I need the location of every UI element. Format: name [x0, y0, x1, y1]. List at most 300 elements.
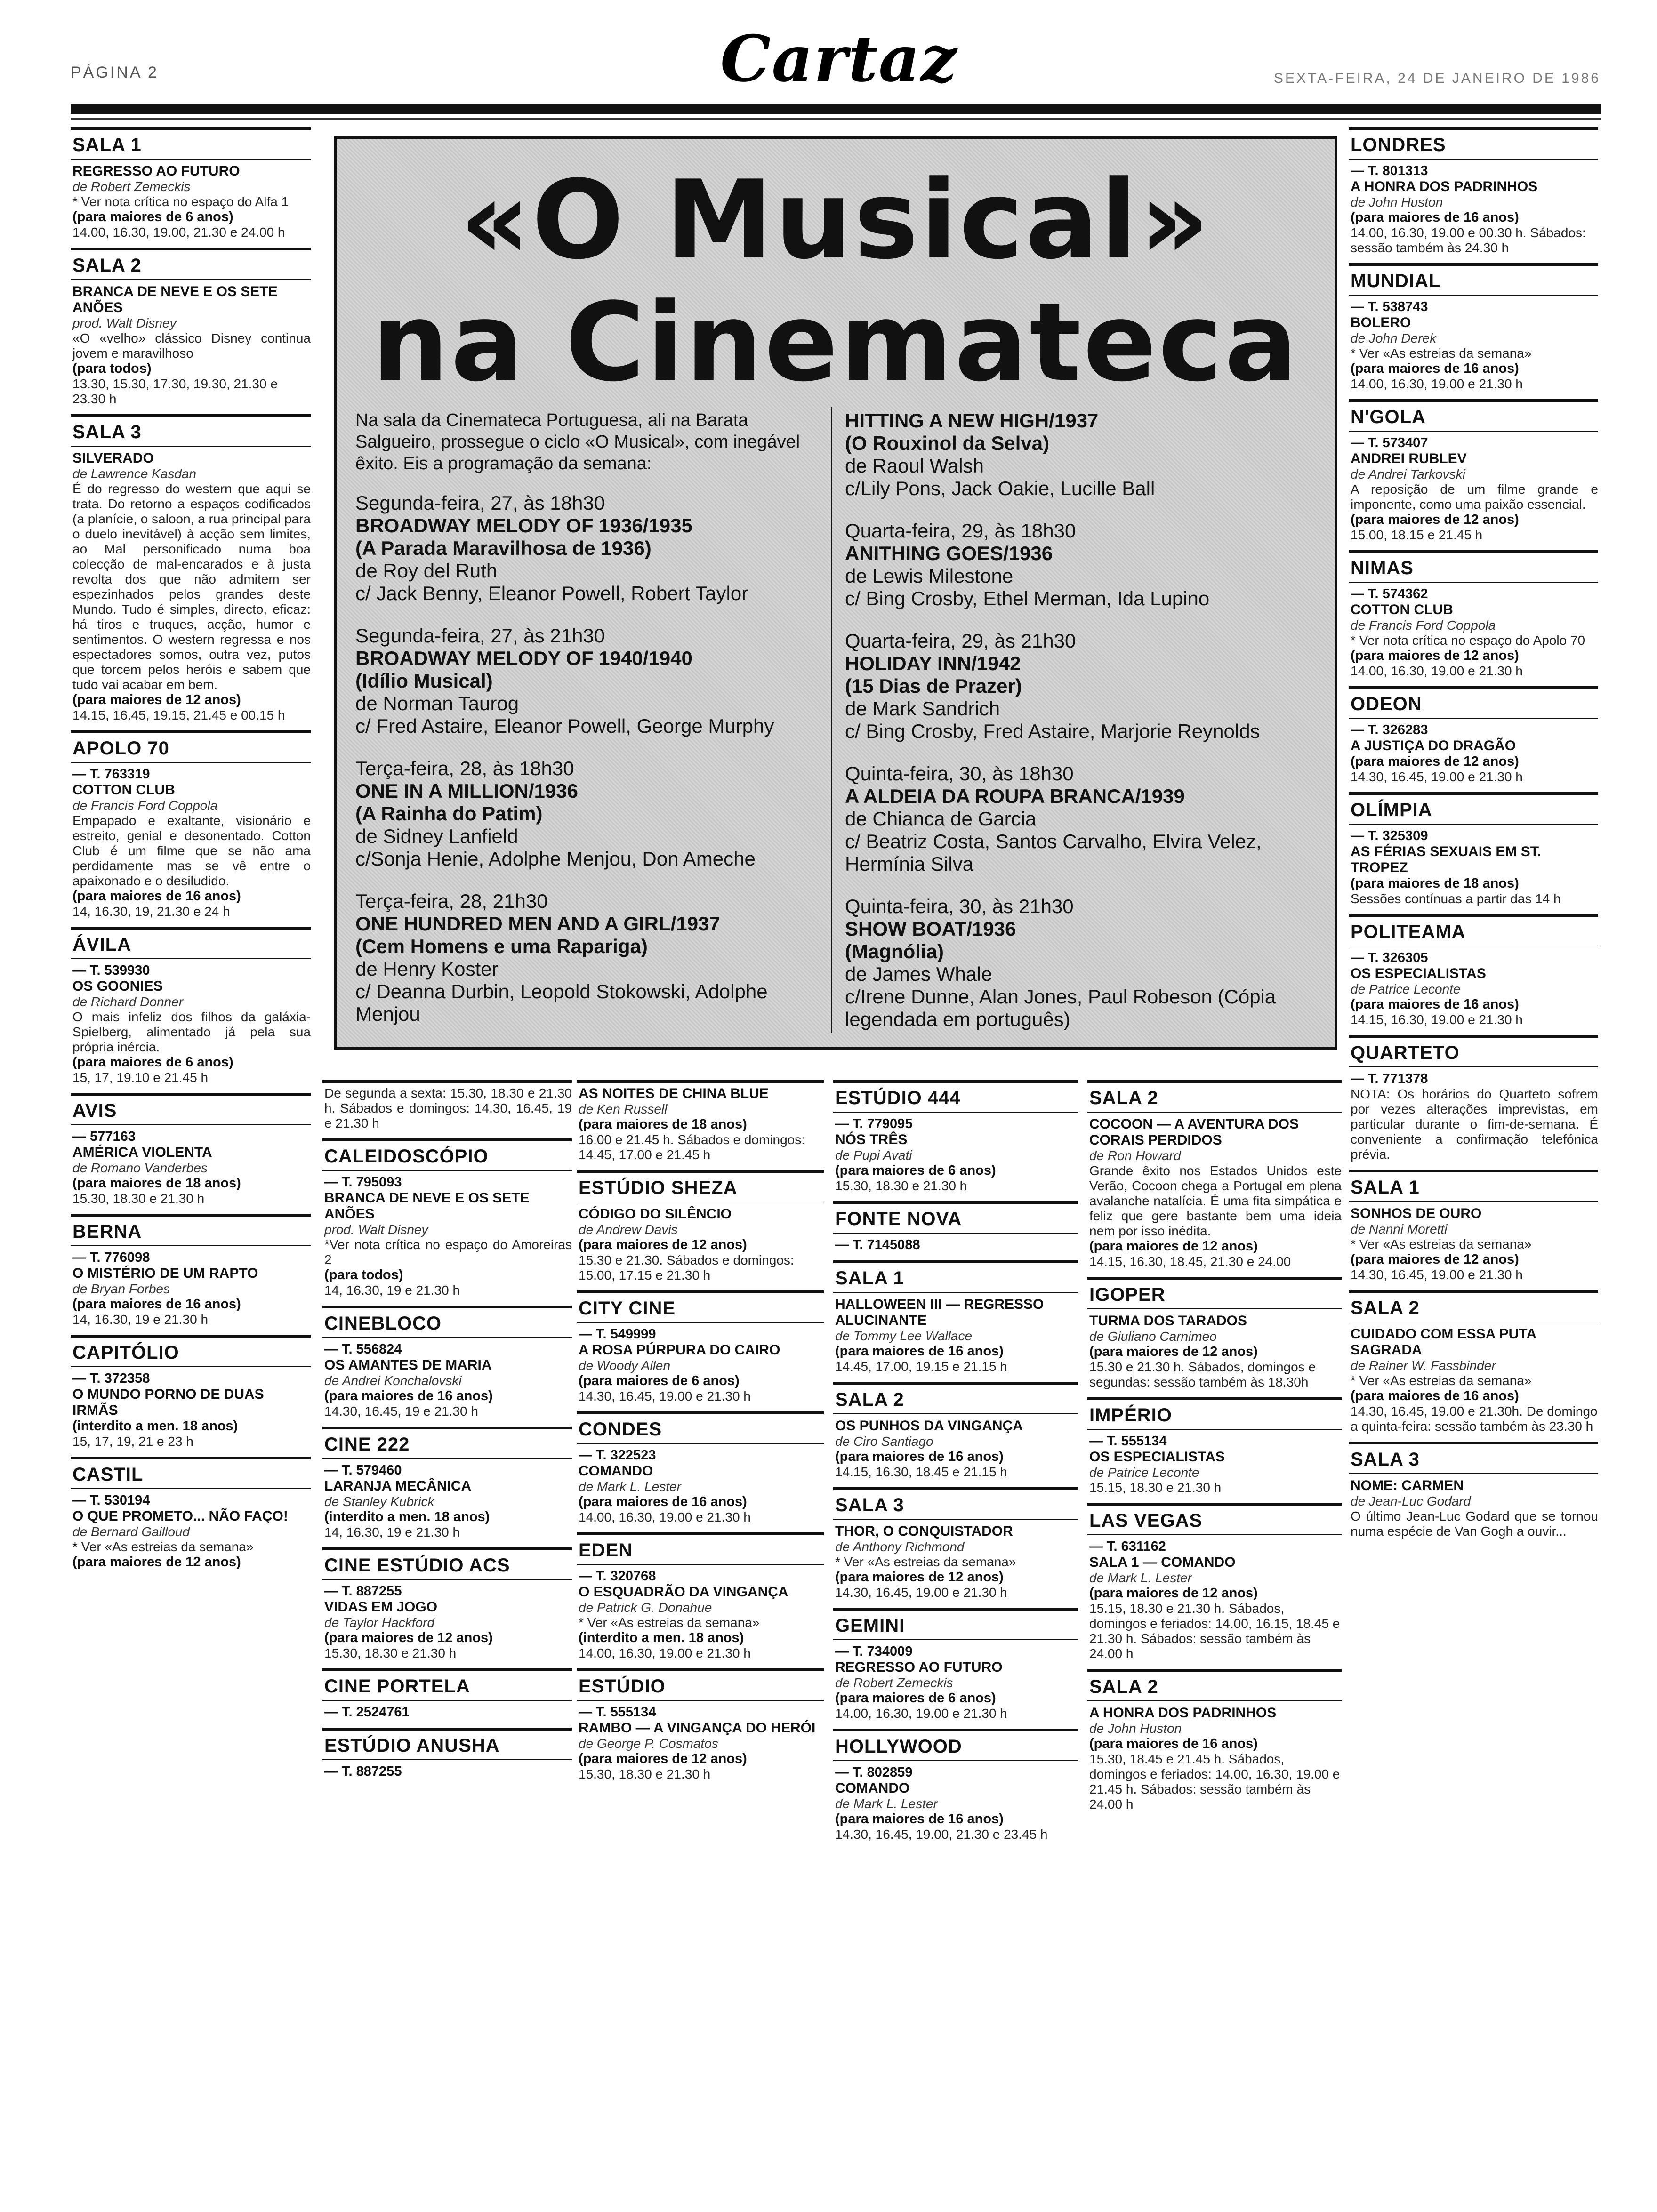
cinema-listing	[322, 1080, 572, 1131]
film-note: NOTA: Os horários do Quarteto sofrem por vezes alterações imprevistas, em particular durante o fim-de-semana. É conveniente a confirmação telefónica prévia.	[1351, 1087, 1598, 1162]
program-cast: c/ Bing Crosby, Ethel Merman, Ida Lupino	[845, 587, 1210, 609]
program-entry	[845, 762, 1325, 875]
film-director: de Mark L. Lester	[579, 1479, 681, 1494]
program-director: de Lewis Milestone	[845, 565, 1014, 587]
issue-date: SEXTA-FEIRA, 24 DE JANEIRO DE 1986	[1274, 71, 1601, 86]
film-title: TURMA DOS TARADOS	[1089, 1313, 1247, 1329]
phone-number: — T. 372358	[72, 1371, 150, 1386]
cinema-listing	[833, 1080, 1078, 1194]
age-rating: (para maiores de 18 anos)	[1351, 876, 1519, 891]
film-director: de Anthony Richmond	[835, 1539, 965, 1554]
cinema-name: POLITEAMA	[1349, 920, 1598, 946]
film-director: prod. Walt Disney	[72, 316, 177, 330]
film-director: de Francis Ford Coppola	[72, 798, 218, 813]
age-rating: (interdito a men. 18 anos)	[324, 1509, 490, 1524]
phone-number: — T. 802859	[835, 1765, 913, 1780]
phone-number: — T. 734009	[835, 1644, 913, 1659]
cinema-name: SALA 2	[833, 1387, 1078, 1414]
age-rating: (para maiores de 16 anos)	[835, 1344, 1004, 1359]
film-title: HALLOWEEN III — REGRESSO ALUCINANTE	[835, 1297, 1044, 1328]
film-title: O QUE PROMETO... NÃO FAÇO!	[72, 1508, 288, 1524]
program-alt-title: (Idílio Musical)	[355, 670, 493, 692]
phone-number: — T. 7145088	[835, 1237, 920, 1252]
age-rating: (para maiores de 12 anos)	[1351, 754, 1519, 769]
program-date: Quarta-feira, 29, às 21h30	[845, 630, 1076, 652]
program-cast: c/Irene Dunne, Alan Jones, Paul Robeson (Cópia legendada em português)	[845, 986, 1276, 1030]
film-director: de Nanni Moretti	[1351, 1222, 1448, 1236]
listing-column-6	[1349, 127, 1598, 1547]
showtimes: Sessões contínuas a partir das 14 h	[1351, 891, 1561, 906]
film-director: de Francis Ford Coppola	[1351, 618, 1496, 633]
age-rating: (para maiores de 12 anos)	[324, 1630, 493, 1645]
cinema-listing	[833, 1487, 1078, 1600]
cinema-name: SALA 3	[71, 420, 311, 447]
film-title: RAMBO — A VINGANÇA DO HERÓI	[579, 1720, 816, 1736]
cinema-listing	[71, 730, 311, 919]
showtimes: 16.00 e 21.45 h. Sábados e domingos: 14.45, 17.00 e 21.45 h	[579, 1132, 805, 1162]
listing-column-2	[322, 1080, 572, 1787]
cinema-name: SALA 3	[833, 1493, 1078, 1520]
showtimes: 14, 16.30, 19 e 21.30 h	[324, 1525, 460, 1539]
film-title: BRANCA DE NEVE E OS SETE ANÕES	[72, 284, 278, 315]
age-rating: (para maiores de 16 anos)	[1351, 1388, 1519, 1403]
phone-number: — T. 801313	[1351, 163, 1428, 178]
showtimes: 15.30, 18.30 e 21.30 h	[324, 1646, 457, 1660]
header-rule-thin	[71, 118, 1601, 120]
cinema-name: SALA 1	[833, 1266, 1078, 1293]
showtimes: 14.00, 16.30, 19.00 e 21.30 h	[579, 1510, 751, 1524]
cinema-name: CINEBLOCO	[322, 1311, 572, 1338]
cinema-name: ESTÚDIO 444	[833, 1086, 1078, 1113]
cinema-listing	[833, 1260, 1078, 1374]
film-note: «O «velho» clássico Disney continua jovem e maravilhoso	[72, 331, 311, 361]
cinema-name: CINE PORTELA	[322, 1674, 572, 1701]
cinema-name: AVIS	[71, 1098, 311, 1125]
cinema-listing	[577, 1411, 824, 1525]
film-director: de Romano Vanderbes	[72, 1161, 208, 1175]
film-title: OS PUNHOS DA VINGANÇA	[835, 1418, 1023, 1434]
film-title: OS GOONIES	[72, 978, 163, 994]
film-title: AS NOITES DE CHINA BLUE	[579, 1086, 769, 1101]
cinema-listing	[577, 1668, 824, 1782]
program-film: ONE IN A MILLION/1936	[355, 780, 578, 802]
film-title: OS ESPECIALISTAS	[1089, 1449, 1225, 1465]
program-cast: c/ Fred Astaire, Eleanor Powell, George Murphy	[355, 715, 774, 737]
film-title: A JUSTIÇA DO DRAGÃO	[1351, 738, 1516, 753]
cinema-listing	[1087, 1397, 1342, 1495]
showtimes: 14, 16.30, 19 e 21.30 h	[72, 1312, 209, 1327]
film-title: SILVERADO	[72, 450, 154, 466]
film-director: de Andrei Tarkovski	[1351, 467, 1465, 481]
showtimes: 13.30, 15.30, 17.30, 19.30, 21.30 e 23.30 h	[72, 377, 278, 406]
program-date: Segunda-feira, 27, às 18h30	[355, 492, 605, 514]
film-title: ANDREI RUBLEV	[1351, 451, 1467, 466]
cinema-listing	[1087, 1669, 1342, 1812]
film-title: LARANJA MECÂNICA	[324, 1478, 472, 1494]
program-date: Terça-feira, 28, às 18h30	[355, 757, 574, 779]
program-entry	[355, 492, 826, 605]
phone-number: — T. 549999	[579, 1327, 656, 1342]
showtimes: 14.00, 16.30, 19.00 e 21.30 h	[835, 1706, 1007, 1721]
cinema-listing	[577, 1170, 824, 1283]
film-director: de Pupi Avati	[835, 1148, 912, 1162]
cinema-name: OLÍMPIA	[1349, 798, 1598, 825]
program-alt-title: (15 Dias de Prazer)	[845, 675, 1022, 697]
cinema-name: IMPÉRIO	[1087, 1403, 1342, 1430]
film-title: REGRESSO AO FUTURO	[835, 1659, 1003, 1675]
program-date: Quinta-feira, 30, às 18h30	[845, 762, 1074, 785]
cinema-listing	[1349, 1170, 1598, 1282]
cinema-name: FONTE NOVA	[833, 1207, 1078, 1234]
film-director: de George P. Cosmatos	[579, 1736, 718, 1751]
film-title: REGRESSO AO FUTURO	[72, 163, 240, 179]
cinema-name: SALA 1	[1349, 1175, 1598, 1202]
cinema-name: SALA 2	[1087, 1086, 1342, 1113]
cinema-listing	[1349, 263, 1598, 392]
cinema-listing	[1349, 550, 1598, 679]
cinema-name: ESTÚDIO SHEZA	[577, 1176, 824, 1202]
cinema-name: HOLLYWOOD	[833, 1734, 1078, 1761]
age-rating: (para maiores de 16 anos)	[1351, 997, 1519, 1012]
cinema-listing	[1349, 399, 1598, 543]
cinema-listing	[322, 1547, 572, 1661]
cinema-listing	[1349, 686, 1598, 785]
showtimes: 14.30, 16.45, 19 e 21.30 h	[324, 1404, 478, 1419]
program-entry	[845, 895, 1325, 1031]
program-cast: c/ Bing Crosby, Fred Astaire, Marjorie Reynolds	[845, 720, 1260, 742]
phone-number: — T. 2524761	[324, 1705, 410, 1720]
cinema-name: CITY CINE	[577, 1296, 824, 1323]
feature-title-line2: na Cinemateca	[371, 280, 1300, 406]
film-title: SONHOS DE OURO	[1351, 1206, 1482, 1221]
film-title: VIDAS EM JOGO	[324, 1599, 438, 1615]
phone-number: — T. 763319	[72, 767, 150, 782]
showtimes: 14.30, 16.45, 19.00 e 21.30 h	[579, 1389, 751, 1403]
showtimes: 15.15, 18.30 e 21.30 h	[1089, 1480, 1222, 1495]
film-note: * Ver «As estreias da semana»	[72, 1539, 254, 1554]
film-title: A HONRA DOS PADRINHOS	[1351, 179, 1538, 194]
feature-intro: Na sala da Cinemateca Portuguesa, ali na Barata Salgueiro, prossegue o ciclo «O Musical», com inegável êxito. Eis a programação da semana:	[355, 410, 800, 473]
film-note: Empapado e exaltante, visionário e estreito, genial e desonentado. Cotton Club é um filme que se não ama perdidamente mas se vê entre o apaixonado e o desiludido.	[72, 813, 311, 888]
program-film: ANITHING GOES/1936	[845, 542, 1053, 564]
cinema-listing	[1349, 1290, 1598, 1434]
phone-number: — T. 771378	[1351, 1071, 1428, 1086]
phone-number: — T. 555134	[1089, 1434, 1167, 1449]
cinema-listing	[71, 1457, 311, 1570]
cinema-name: ESTÚDIO ANUSHA	[322, 1733, 572, 1760]
phone-number: — T. 574362	[1351, 586, 1428, 601]
cinema-listing	[71, 414, 311, 723]
program-director: de James Whale	[845, 963, 992, 985]
film-title: COMANDO	[579, 1463, 653, 1479]
cinema-listing	[833, 1201, 1078, 1253]
phone-number: — T. 556824	[324, 1342, 402, 1357]
program-entry	[355, 890, 826, 1026]
program-cast: c/ Deanna Durbin, Leopold Stokowski, Adolphe Menjou	[355, 980, 768, 1025]
program-director: de Norman Taurog	[355, 692, 519, 714]
age-rating: (para todos)	[72, 361, 152, 376]
age-rating: (para maiores de 18 anos)	[579, 1117, 747, 1132]
age-rating: (para maiores de 6 anos)	[835, 1163, 996, 1178]
film-director: de Ron Howard	[1089, 1148, 1181, 1163]
showtimes: 14.00, 16.30, 19.00 e 21.30 h	[579, 1646, 751, 1660]
film-note: *Ver nota crítica no espaço do Amoreiras 2	[324, 1237, 572, 1267]
phone-number: — T. 322523	[579, 1448, 656, 1463]
cinema-name: CALEIDOSCÓPIO	[322, 1144, 572, 1171]
program-alt-title: (Magnólia)	[845, 940, 944, 962]
age-rating: (para maiores de 16 anos)	[324, 1388, 493, 1403]
cinema-listing	[322, 1138, 572, 1298]
film-title: O ESQUADRÃO DA VINGANÇA	[579, 1584, 788, 1600]
film-director: de Mark L. Lester	[835, 1796, 938, 1811]
program-film: BROADWAY MELODY OF 1940/1940	[355, 647, 692, 669]
program-film: ONE HUNDRED MEN AND A GIRL/1937	[355, 913, 720, 935]
film-director: de Ciro Santiago	[835, 1434, 933, 1449]
film-title: COCOON — A AVENTURA DOS CORAIS PERDIDOS	[1089, 1116, 1299, 1148]
cinema-name: CINE 222	[322, 1432, 572, 1459]
cinema-name: ESTÚDIO	[577, 1674, 824, 1701]
cinema-name: N'GOLA	[1349, 405, 1598, 432]
film-director: de Andrew Davis	[579, 1222, 678, 1237]
showtimes: 14.30, 16.45, 19.00, 21.30 e 23.45 h	[835, 1827, 1048, 1842]
cinema-name: MUNDIAL	[1349, 269, 1598, 296]
phone-number: — T. 326305	[1351, 950, 1428, 965]
phone-number: — T. 555134	[579, 1705, 656, 1720]
film-director: de Giuliano Carnimeo	[1089, 1329, 1217, 1344]
film-note: O último Jean-Luc Godard que se tornou numa espécie de Van Gogh a ouvir...	[1351, 1509, 1598, 1539]
age-rating: (para maiores de 16 anos)	[1351, 361, 1519, 376]
feature-box	[334, 136, 1337, 1050]
program-director: de Chianca de Garcia	[845, 808, 1037, 830]
showtimes: 15.00, 18.15 e 21.45 h	[1351, 528, 1483, 542]
program-director: de Henry Koster	[355, 958, 499, 980]
film-title: NÓS TRÊS	[835, 1132, 908, 1147]
cinema-listing	[1349, 127, 1598, 256]
film-title: AS FÉRIAS SEXUAIS EM ST. TROPEZ	[1351, 844, 1542, 875]
cinema-name: BERNA	[71, 1219, 311, 1246]
cinema-listing	[1349, 1442, 1598, 1539]
phone-number: — T. 887255	[324, 1764, 402, 1779]
page-number: PÁGINA 2	[71, 64, 159, 81]
age-rating: (para maiores de 6 anos)	[72, 1055, 233, 1070]
film-title: AMÉRICA VIOLENTA	[72, 1145, 212, 1160]
program-alt-title: (O Rouxinol da Selva)	[845, 432, 1050, 454]
showtimes: 14.15, 16.30, 18.45 e 21.15 h	[835, 1465, 1007, 1479]
film-director: de John Huston	[1089, 1721, 1182, 1736]
showtimes: 15, 17, 19.10 e 21.45 h	[72, 1070, 209, 1085]
showtimes: 15.30 e 21.30 h. Sábados, domingos e segundas: sessão também às 18.30h	[1089, 1360, 1316, 1389]
showtimes: 14, 16.30, 19 e 21.30 h	[324, 1283, 460, 1298]
film-note: * Ver nota crítica no espaço do Alfa 1	[72, 194, 289, 209]
program-alt-title: (A Parada Maravilhosa de 1936)	[355, 537, 652, 559]
age-rating: (para maiores de 12 anos)	[72, 692, 241, 707]
showtimes: 15.30 e 21.30. Sábados e domingos: 15.00, 17.15 e 21.30 h	[579, 1253, 794, 1282]
feature-program-left	[355, 492, 826, 1045]
film-note: Grande êxito nos Estados Unidos este Verão, Cocoon chega a Portugal em plena avalanche natalícia. É uma fita simpática e feliz que gere bastante bem uma ideia nem por isso inédita.	[1089, 1163, 1342, 1238]
film-director: de Woody Allen	[579, 1358, 671, 1373]
cinema-listing	[1349, 792, 1598, 906]
film-director: de Tommy Lee Wallace	[835, 1329, 973, 1343]
showtimes: 14.45, 17.00, 19.15 e 21.15 h	[835, 1359, 1007, 1374]
film-note: * Ver «As estreias da semana»	[579, 1615, 760, 1630]
film-note: * Ver «As estreias da semana»	[1351, 346, 1532, 361]
program-entry	[845, 630, 1325, 743]
showtimes: 14, 16.30, 19, 21.30 e 24 h	[72, 904, 230, 919]
cinema-name: ODEON	[1349, 692, 1598, 719]
cinema-listing	[71, 127, 311, 240]
cinema-name: SALA 3	[1349, 1447, 1598, 1474]
phone-number: — T. 779095	[835, 1116, 913, 1131]
cinema-listing	[833, 1729, 1078, 1842]
cinema-name: SALA 2	[71, 253, 311, 280]
film-director: de Rainer W. Fassbinder	[1351, 1358, 1496, 1373]
age-rating: (para maiores de 12 anos)	[835, 1570, 1004, 1585]
film-title: SALA 1 — COMANDO	[1089, 1555, 1236, 1570]
film-title: CUIDADO COM ESSA PUTA SAGRADA	[1351, 1326, 1536, 1358]
film-title: CÓDIGO DO SILÊNCIO	[579, 1206, 732, 1222]
film-title: THOR, O CONQUISTADOR	[835, 1523, 1013, 1539]
age-rating: (para maiores de 6 anos)	[835, 1691, 996, 1706]
cinema-listing	[322, 1728, 572, 1779]
film-note: * Ver «As estreias da semana»	[1351, 1373, 1532, 1388]
program-date: Quarta-feira, 29, às 18h30	[845, 520, 1076, 542]
film-director: de Bryan Forbes	[72, 1282, 170, 1296]
program-film: SHOW BOAT/1936	[845, 918, 1016, 940]
film-director: de Stanley Kubrick	[324, 1494, 434, 1509]
cinema-name: CINE ESTÚDIO ACS	[322, 1553, 572, 1580]
film-director: de Jean-Luc Godard	[1351, 1494, 1471, 1508]
program-director: de Roy del Ruth	[355, 560, 498, 582]
cinema-listing	[1349, 914, 1598, 1027]
phone-number: — T. 539930	[72, 963, 150, 978]
listing-column-5	[1087, 1080, 1342, 1819]
showtimes: 15.30, 18.30 e 21.30 h	[579, 1767, 711, 1781]
age-rating: (para maiores de 16 anos)	[72, 889, 241, 904]
cinema-name: ÁVILA	[71, 932, 311, 959]
feature-divider	[831, 407, 832, 1033]
cinema-name: SALA 2	[1349, 1296, 1598, 1322]
cinema-name: LAS VEGAS	[1087, 1508, 1342, 1535]
listing-column-1	[71, 127, 311, 1578]
age-rating: (para maiores de 12 anos)	[1351, 648, 1519, 663]
showtimes: 14.15, 16.30, 19.00 e 21.30 h	[1351, 1012, 1523, 1027]
cinema-name: GEMINI	[833, 1613, 1078, 1640]
age-rating: (para maiores de 16 anos)	[72, 1297, 241, 1312]
film-note: É do regresso do western que aqui se trata. Do retorno a espaços codificados (a planície, o saloon, a rua principal para o duelo inevitável) à acção sem limites, ao Mal personificado numa boa colecção de mal-encarados e à justa revolta dos que não admitem ser espezinhados pelos grandes deste Mundo. Tudo é simples, directo, eficaz: há tiros e truques, acção, humor e sentimentos. O western regressa e nos espectadores somos, outra vez, putos que torcem pelos heróis e sabem que tudo vai acabar em bem.	[72, 481, 311, 692]
age-rating: (para maiores de 12 anos)	[1089, 1239, 1258, 1254]
cinema-listing	[577, 1290, 824, 1404]
film-director: prod. Walt Disney	[324, 1222, 428, 1237]
showtimes: 14.00, 16.30, 19.00, 21.30 e 24.00 h	[72, 225, 285, 240]
age-rating: (para maiores de 12 anos)	[1089, 1344, 1258, 1359]
showtimes: 14.30, 16.45, 19.00 e 21.30 h	[1351, 1267, 1523, 1282]
header-rule	[71, 104, 1601, 114]
film-director: de Patrice Leconte	[1351, 982, 1461, 996]
program-entry	[355, 625, 826, 737]
showtimes: 15.30, 18.30 e 21.30 h	[72, 1191, 205, 1206]
program-date: Terça-feira, 28, 21h30	[355, 890, 548, 912]
film-title: A ROSA PÚRPURA DO CAIRO	[579, 1342, 780, 1358]
phone-number: — T. 538743	[1351, 299, 1428, 314]
showtimes: 14.15, 16.45, 19.15, 21.45 e 00.15 h	[72, 708, 285, 722]
program-entry	[845, 520, 1325, 610]
cinema-listing	[577, 1080, 824, 1162]
showtimes: 15.15, 18.30 e 21.30 h. Sábados, domingos e feriados: 14.00, 16.15, 18.45 e 21.30 h. Sábados: sessão também às 24.00 h	[1089, 1601, 1340, 1661]
phone-number: — T. 776098	[72, 1250, 150, 1265]
film-title: NOME: CARMEN	[1351, 1478, 1464, 1493]
age-rating: (para maiores de 18 anos)	[72, 1176, 241, 1191]
film-director: de Richard Donner	[72, 994, 184, 1009]
film-title: COTTON CLUB	[1351, 602, 1453, 617]
cinema-name: SALA 1	[71, 133, 311, 160]
film-note: O mais infeliz dos filhos da galáxia-Spielberg, alimentado já pela sua própria inércia.	[72, 1010, 311, 1054]
cinema-listing	[322, 1427, 572, 1540]
film-director: de John Huston	[1351, 195, 1443, 209]
cinema-listing	[71, 248, 311, 407]
age-rating: (para maiores de 12 anos)	[579, 1751, 747, 1766]
cinema-listing	[1087, 1503, 1342, 1661]
film-title: BOLERO	[1351, 315, 1411, 330]
film-title: BRANCA DE NEVE E OS SETE ANÕES	[324, 1190, 530, 1222]
cinema-listing	[322, 1306, 572, 1419]
cinema-listing	[71, 1214, 311, 1327]
showtimes: 14.15, 16.30, 18.45, 21.30 e 24.00	[1089, 1254, 1291, 1269]
age-rating: (para maiores de 16 anos)	[835, 1811, 1004, 1827]
listing-column-4	[833, 1080, 1078, 1850]
phone-number: — T. 326283	[1351, 722, 1428, 737]
age-rating: (para maiores de 6 anos)	[72, 209, 233, 224]
program-film: HOLIDAY INN/1942	[845, 652, 1021, 674]
age-rating: (para maiores de 12 anos)	[72, 1555, 241, 1570]
film-title: COTTON CLUB	[72, 782, 175, 798]
showtimes: 15, 17, 19, 21 e 23 h	[72, 1434, 193, 1449]
listing-column-3	[577, 1080, 824, 1789]
program-director: de Sidney Lanfield	[355, 825, 518, 847]
program-film: BROADWAY MELODY OF 1936/1935	[355, 514, 692, 537]
film-title: O MUNDO PORNO DE DUAS IRMÃS	[72, 1387, 264, 1418]
film-director: de Lawrence Kasdan	[72, 466, 197, 481]
age-rating: (para maiores de 12 anos)	[1089, 1586, 1258, 1601]
age-rating: (para maiores de 6 anos)	[579, 1373, 740, 1388]
masthead-logo: Cartaz	[720, 21, 958, 96]
program-cast: c/Lily Pons, Jack Oakie, Lucille Ball	[845, 477, 1155, 499]
age-rating: (para maiores de 12 anos)	[579, 1237, 747, 1252]
program-film: A ALDEIA DA ROUPA BRANCA/1939	[845, 785, 1185, 807]
cinema-listing	[833, 1382, 1078, 1480]
feature-title-line1: «O Musical»	[460, 158, 1211, 283]
cinema-name: APOLO 70	[71, 736, 311, 763]
age-rating: (para maiores de 16 anos)	[579, 1494, 747, 1509]
phone-number: — T. 887255	[324, 1584, 402, 1599]
film-director: de Bernard Gailloud	[72, 1524, 190, 1539]
cinema-name: EDEN	[577, 1538, 824, 1565]
phone-number: — T. 579460	[324, 1463, 402, 1478]
film-director: de Patrick G. Donahue	[579, 1600, 712, 1615]
film-director: de Patrice Leconte	[1089, 1465, 1199, 1480]
age-rating: (para maiores de 12 anos)	[1351, 1252, 1519, 1267]
cinema-name: IGOPER	[1087, 1282, 1342, 1309]
phone-number: — T. 573407	[1351, 435, 1428, 450]
cinema-listing	[71, 927, 311, 1085]
age-rating: (para maiores de 16 anos)	[1089, 1736, 1258, 1751]
film-title: A HONRA DOS PADRINHOS	[1089, 1705, 1277, 1721]
cinema-listing	[1349, 1035, 1598, 1162]
age-rating: (para maiores de 12 anos)	[1351, 512, 1519, 527]
age-rating: (para maiores de 16 anos)	[835, 1449, 1004, 1464]
film-title: O MISTÉRIO DE UM RAPTO	[72, 1266, 258, 1281]
film-note: * Ver nota crítica no espaço do Apolo 70	[1351, 633, 1585, 648]
feature-program-right	[845, 409, 1325, 1050]
